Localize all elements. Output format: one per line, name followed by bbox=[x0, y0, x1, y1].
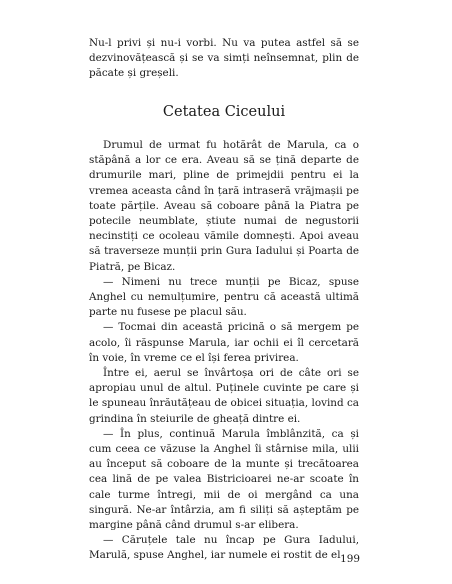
intro-text-block bbox=[89, 36, 359, 82]
intro-paragraph: Nu-l privi și nu-i vorbi. Nu va putea astfel să se dezvinovățească și se va simți neînsemnat, plin de păcate și greșeli. bbox=[89, 37, 359, 80]
body-paragraph-6: — Căruțele tale nu încap pe Gura Iadului, Marulă, spuse Anghel, iar numele ei rostit de el bbox=[89, 534, 359, 562]
body-paragraph-1: Drumul de urmat fu hotărât de Marula, ca o stăpână a lor ce era. Aveau să se țină departe de drumurile mari, pline de primejdii pentru ei la vremea aceasta când în țară intraseră vrăjmașii pe toate părțile. Aveau să coboare până la Piatra pe potecile neumblate, știute numai de negustorii necinstiți ce ocoleau vămile domnești. Apoi aveau să traverseze munții prin Gura Iadului și Poarta de Piatră, pe Bicaz. bbox=[89, 139, 359, 273]
body-paragraph-4: Între ei, aerul se învârtoșa ori de câte ori se apropiau unul de altul. Puținele cuvinte pe care și le spuneau înrăutățeau de obicei situația, lovind ca grindina în steiurile de gheață dintre ei. bbox=[89, 367, 359, 425]
body-paragraph-5: — În plus, continuă Marula îmblânzită, ca și cum ceea ce văzuse la Anghel îi stârnise mila, ulii au început să coboare de la munte și trecătoarea cea lină de pe valea Bistricioarei ne-ar scoate în cale turme întregi, mii de oi mergând ca una singură. Ne-ar întârzia, am fi siliți să așteptăm pe margine până când drumul s-ar elibera. bbox=[89, 427, 359, 532]
chapter-body bbox=[89, 138, 359, 564]
page-number: 199 bbox=[340, 553, 360, 565]
chapter-title: Cetatea Ciceului bbox=[162, 104, 286, 120]
body-paragraph-3: — Tocmai din această pricină o să mergem pe acolo, îi răspunse Marula, iar ochii ei îl cercetară în voie, în vreme ce el își ferea privirea. bbox=[89, 321, 359, 364]
body-paragraph-2: — Nimeni nu trece munții pe Bicaz, spuse Anghel cu nemulțumire, pentru că această ultimă parte nu fusese pe placul său. bbox=[89, 275, 359, 319]
